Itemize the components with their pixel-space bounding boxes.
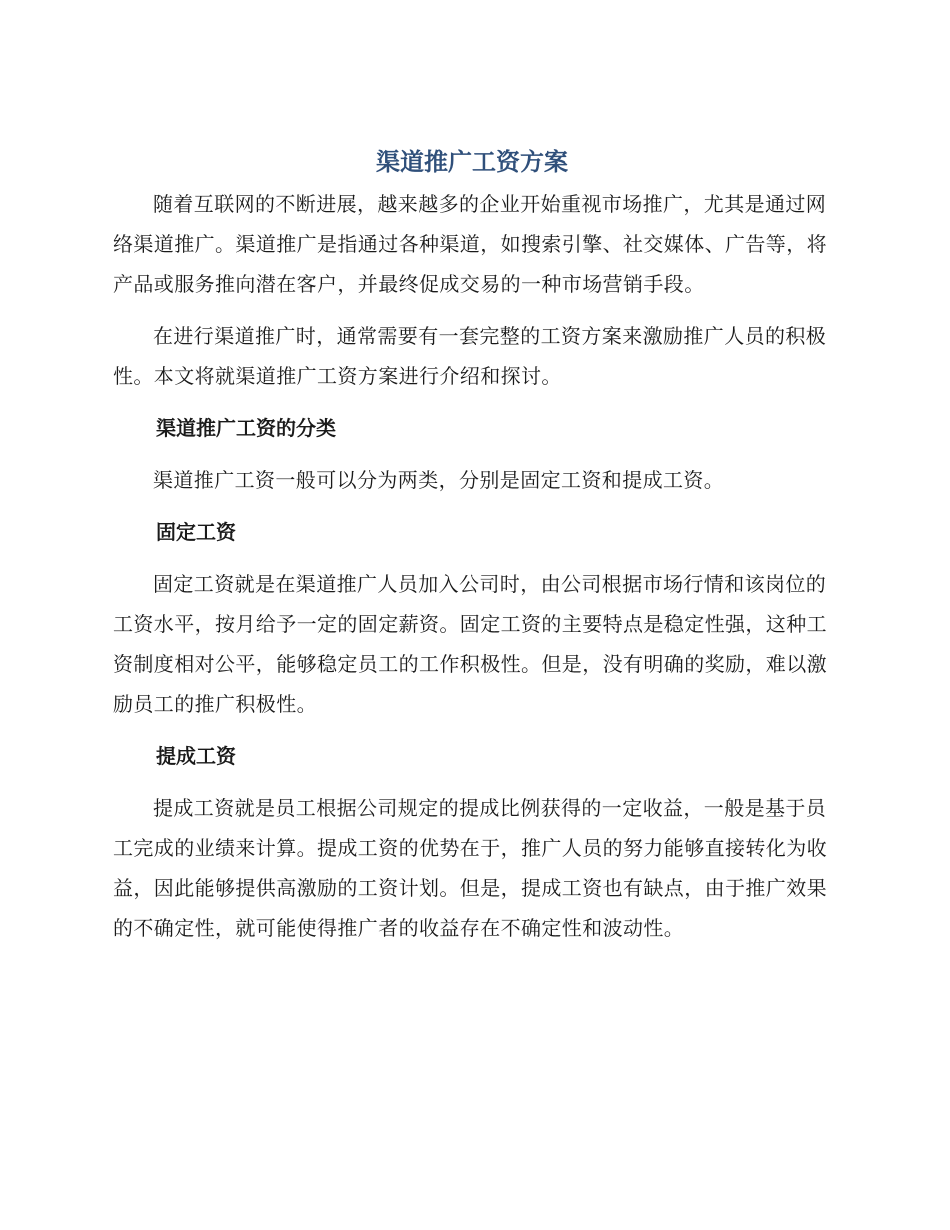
spacer <box>113 776 831 788</box>
spacer <box>113 552 831 564</box>
spacer <box>113 500 831 512</box>
spacer <box>113 396 831 408</box>
spacer <box>113 448 831 460</box>
fixed-salary-paragraph: 固定工资就是在渠道推广人员加入公司时，由公司根据市场行情和该岗位的工资水平，按月给予一定的固定薪资。固定工资的主要特点是稳定性强，这种工资制度相对公平，能够稳定员工的工作积极性。但是，没有明确的奖励，难以激励员工的推广积极性。 <box>113 572 827 716</box>
commission-paragraph: 提成工资就是员工根据公司规定的提成比例获得的一定收益，一般是基于员工完成的业绩来计算。提成工资的优势在于，推广人员的努力能够直接转化为收益，因此能够提供高激励的工资计划。但是，提成工资也有缺点，由于推广效果的不确定性，就可能使得推广者的收益存在不确定性和波动性。 <box>113 796 827 940</box>
document-page <box>113 140 831 948</box>
document-title: 渠道推广工资方案 <box>376 148 568 176</box>
intro-paragraph-1: 随着互联网的不断进展，越来越多的企业开始重视市场推广，尤其是通过网络渠道推广。渠道推广是指通过各种渠道，如搜索引擎、社交媒体、广告等，将产品或服务推向潜在客户，并最终促成交易的一种市场营销手段。 <box>113 192 827 296</box>
intro-paragraph-2: 在进行渠道推广时，通常需要有一套完整的工资方案来激励推广人员的积极性。本文将就渠道推广工资方案进行介绍和探讨。 <box>113 324 827 388</box>
classification-paragraph: 渠道推广工资一般可以分为两类，分别是固定工资和提成工资。 <box>153 468 725 492</box>
spacer <box>113 304 831 316</box>
section-heading-fixed-salary: 固定工资 <box>156 520 236 544</box>
section-heading-commission: 提成工资 <box>156 744 236 768</box>
spacer <box>113 724 831 736</box>
section-heading-classification: 渠道推广工资的分类 <box>156 416 336 440</box>
